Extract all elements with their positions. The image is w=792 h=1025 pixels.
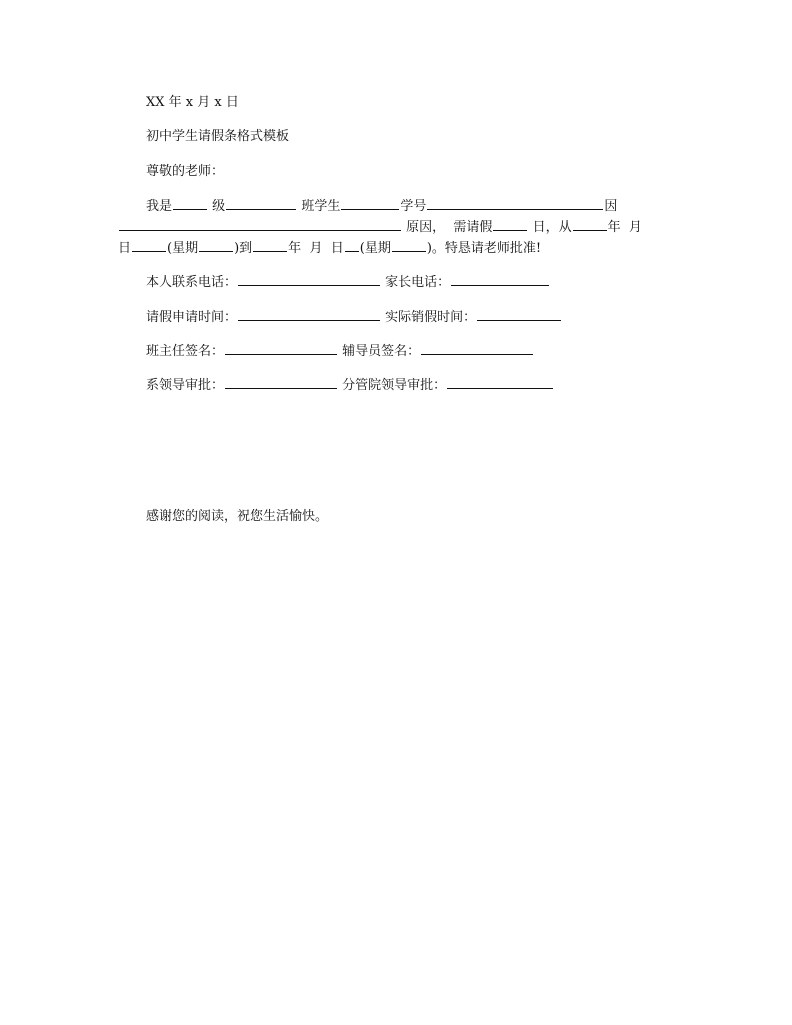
leave-apply-time-blank — [238, 307, 380, 321]
signature-line — [146, 341, 534, 362]
text-student-no: 学号 — [400, 199, 427, 214]
text-end-year: 年 — [288, 241, 302, 256]
own-phone-label: 本人联系电话： — [146, 275, 238, 290]
leave-apply-time-label: 请假申请时间： — [146, 310, 238, 325]
actual-return-time-label: 实际销假时间： — [385, 310, 477, 325]
text-year: 年 — [607, 220, 621, 235]
salutation: 尊敬的老师： — [146, 164, 225, 179]
own-phone-blank — [238, 272, 380, 286]
name-blank — [341, 196, 399, 210]
actual-return-time-blank — [477, 307, 561, 321]
dept-leader-approval-label: 系领导审批： — [146, 378, 225, 393]
footer-note: 感谢您的阅读，祝您生活愉快。 — [146, 509, 329, 524]
text-grade: 级 — [212, 199, 226, 214]
text-end-day: 日 — [330, 241, 344, 256]
text-i-am: 我是 — [146, 199, 173, 214]
text-need-leave: 需请假 — [453, 220, 493, 235]
text-because: 因 — [604, 199, 618, 214]
head-teacher-sign-label: 班主任签名： — [146, 344, 225, 359]
date-line: XX 年 x 月 x 日 — [146, 95, 239, 110]
document-title: 初中学生请假条格式模板 — [146, 129, 290, 144]
body-line-3 — [118, 238, 541, 259]
text-reason: 原因， — [406, 220, 446, 235]
college-leader-approval-blank — [447, 375, 553, 389]
parent-phone-label: 家长电话： — [385, 275, 451, 290]
body-line-1 — [146, 196, 617, 217]
text-class-student: 班学生 — [301, 199, 341, 214]
text-days-from: 日，从 — [532, 220, 572, 235]
text-weekday-open: (星期 — [167, 241, 199, 256]
leave-time-line — [146, 307, 562, 328]
dept-leader-approval-blank — [225, 375, 337, 389]
text-weekday-open-2: (星期 — [359, 241, 391, 256]
parent-phone-blank — [451, 272, 549, 286]
grade-blank — [173, 196, 207, 210]
end-year-blank — [253, 238, 287, 252]
end-day-blank — [345, 238, 359, 252]
end-weekday-blank — [392, 238, 426, 252]
college-leader-approval-label: 分管院领导审批： — [342, 378, 447, 393]
days-blank — [493, 217, 527, 231]
text-closing: )。特恳请老师批准! — [426, 241, 542, 256]
counselor-sign-blank — [421, 341, 533, 355]
text-end-month: 月 — [309, 241, 323, 256]
start-day-blank — [132, 238, 166, 252]
approval-line — [146, 375, 554, 396]
reason-blank — [119, 217, 401, 231]
class-blank — [226, 196, 296, 210]
phone-line — [146, 272, 550, 293]
start-year-blank — [573, 217, 607, 231]
text-day: 日 — [118, 241, 132, 256]
body-line-2 — [118, 217, 642, 238]
student-no-blank — [427, 196, 603, 210]
counselor-sign-label: 辅导员签名： — [342, 344, 421, 359]
start-weekday-blank — [199, 238, 233, 252]
text-weekday-close-to: )到 — [234, 241, 253, 256]
text-month: 月 — [628, 220, 642, 235]
head-teacher-sign-blank — [225, 341, 337, 355]
